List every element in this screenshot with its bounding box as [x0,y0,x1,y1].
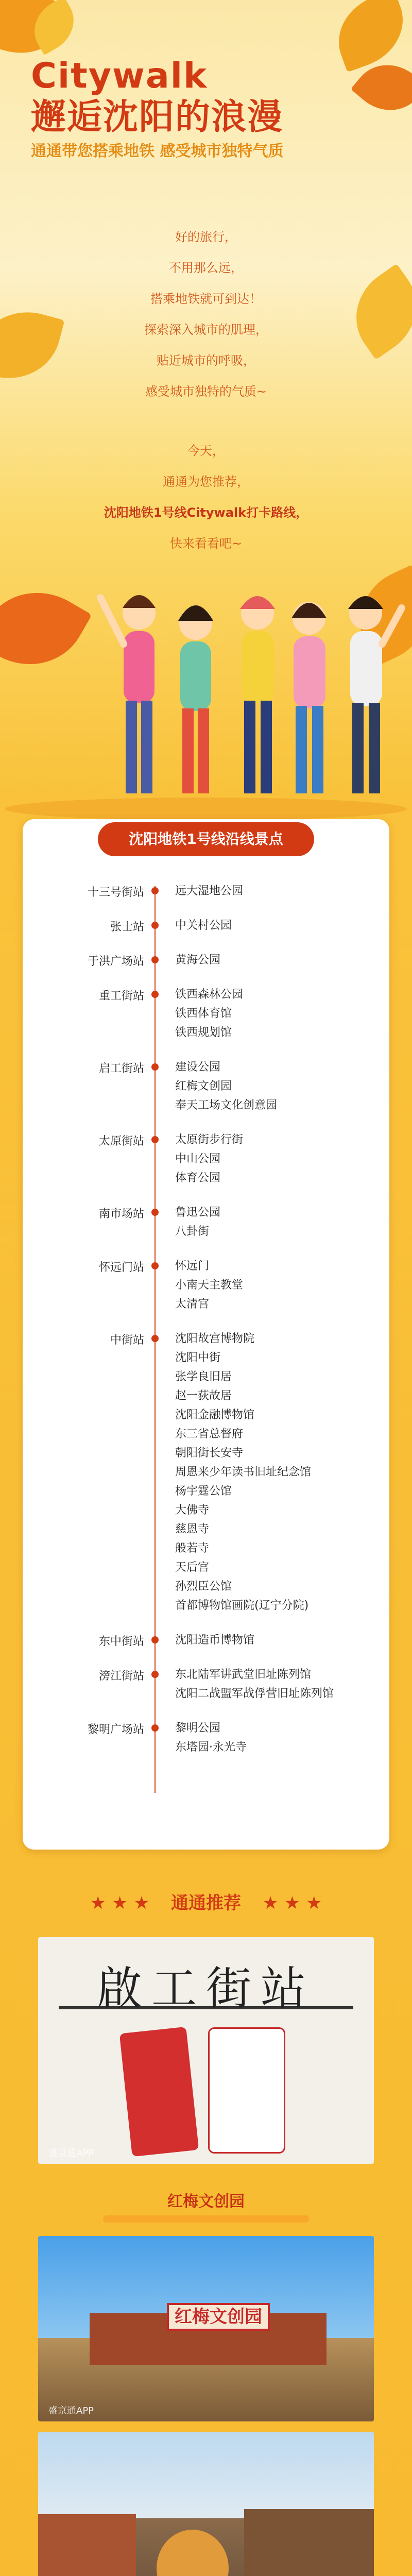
spot-item: 孙烈臣公馆 [175,1580,232,1593]
intro-line: 感受城市独特的气质~ [145,384,267,399]
spot-item: 沈阳造币博物馆 [175,1634,255,1647]
maple-leaf-decoration [327,0,412,72]
station-name: 黎明广场站 [87,1723,144,1736]
hero-subtitle: 通通带您搭乘地铁 感受城市独特气质 [31,142,284,160]
station-spots [175,1719,381,1757]
station-dot-icon [151,956,159,963]
spot-item: 东北陆军讲武堂旧址陈列馆 [175,1668,312,1681]
hongmei-street-photo [38,2432,374,2576]
station-dot-icon [151,991,159,998]
spot-item: 沈阳中街 [175,1351,221,1364]
route-card-title: 沈阳地铁1号线沿线景点 [98,822,314,856]
spot-item: 建设公园 [175,1061,221,1074]
recommend-heading: ★ ★ ★ 通通推荐 ★ ★ ★ [90,1893,322,1913]
station-name: 中街站 [110,1334,144,1347]
station-dot-icon [151,1636,159,1643]
building-image [38,2514,136,2576]
spot-item: 周恩来少年读书旧址纪念馆 [175,1466,312,1479]
spot-item: 沈阳故宫博物院 [175,1332,255,1345]
station-spots [175,1665,381,1703]
station-spots [175,1058,381,1115]
watermark: 盛京通APP [48,2148,94,2159]
spot-item: 东三省总督府 [175,1428,244,1440]
spot-item: 张学良旧居 [175,1370,232,1383]
station-name: 东中街站 [98,1635,144,1648]
intro-line: 不用那么远， [169,261,243,275]
spot-item: 沈阳二战盟军战俘营旧址陈列馆 [175,1687,334,1700]
spot-item: 中关村公园 [175,919,232,932]
spot-item: 太原街步行街 [175,1133,244,1146]
station-spots [175,882,381,901]
station-spots [175,985,381,1042]
station-name: 十三号街站 [87,886,144,899]
walking-people-illustration [0,577,412,819]
spot-item: 赵一荻故居 [175,1389,232,1402]
spot-item: 太清宫 [175,1298,210,1311]
card-image [119,2027,199,2157]
intro-line: 搭乘地铁就可到达！ [150,292,262,306]
station-name: 怀远门站 [98,1261,144,1274]
hero-title-line2: 邂逅沈阳的浪漫 [31,97,284,138]
spot-item: 东塔园·永光寺 [175,1741,247,1754]
watermark: 盛京通APP [48,2405,94,2416]
station-dot-icon [151,1136,159,1143]
station-spots [175,1130,381,1188]
spot-item: 沈阳金融博物馆 [175,1409,255,1421]
intro-line: 探索深入城市的肌理， [144,323,268,337]
station-name: 启工街站 [98,1062,144,1075]
hongmei-sign: 红梅文创园 [167,2303,270,2331]
spot-item: 杨宇霆公馆 [175,1485,232,1498]
station-dot-icon [151,1209,159,1216]
station-spots [175,1329,381,1615]
hero-title-line1: Citywalk [31,56,208,96]
spot-item: 体育公园 [175,1172,221,1184]
spot-item: 首都博物馆画院(辽宁分院) [175,1599,309,1612]
station-name: 滂江街站 [98,1670,144,1683]
station-gate-sign: 啟工街站 [59,1953,353,2009]
intro-recommend: 通通为您推荐， [163,474,249,489]
station-dot-icon [151,922,159,929]
station-spots [175,951,381,970]
intro-cta: 快来看看吧~ [169,536,243,551]
card-image [208,2027,285,2154]
spot-item: 中山公园 [175,1153,221,1165]
station-spots [175,1203,381,1241]
station-dot-icon [151,1724,159,1732]
station-name: 张士站 [110,921,144,934]
spot-item: 怀远门 [175,1260,210,1273]
spot-item: 黄海公园 [175,954,221,967]
tree-image [157,2530,229,2576]
hero-title [31,56,283,138]
spot-item: 铁西体育馆 [175,1007,232,1020]
intro-line: 贴近城市的呼吸， [157,353,255,368]
station-dot-icon [151,887,159,894]
maple-leaf-decoration [0,300,65,390]
station-dot-icon [151,1262,159,1269]
star-icon: ★ ★ ★ [262,1893,322,1913]
station-name: 太原街站 [98,1135,144,1148]
station-spots [175,1631,381,1650]
station-dot-icon [151,1671,159,1678]
hongmei-photo [38,2236,374,2421]
spot-item: 铁西规划馆 [175,1026,232,1039]
station-spots [175,1257,381,1314]
station-card-photo [38,1937,374,2164]
station-dot-icon [151,1063,159,1071]
spot-item: 般若寺 [175,1542,210,1555]
spot-item: 铁西森林公园 [175,988,244,1001]
spot-item: 黎明公园 [175,1722,221,1735]
spot-item: 大佛寺 [175,1504,210,1517]
station-spots [175,916,381,935]
intro-today: 今天， [187,444,225,458]
hongmei-caption: 红梅文创园 [167,2193,245,2211]
spot-item: 天后宫 [175,1561,210,1574]
spot-item: 八卦街 [175,1225,210,1238]
spot-item: 红梅文创园 [175,1080,232,1093]
station-name: 重工街站 [98,990,144,1003]
star-icon: ★ ★ ★ [90,1893,150,1913]
spot-item: 小南天主教堂 [175,1279,244,1292]
intro-line: 好的旅行， [175,230,237,244]
building-image [244,2509,374,2576]
station-name: 于洪广场站 [87,955,144,968]
spot-item: 远大湿地公园 [175,885,244,897]
spot-item: 鲁迅公园 [175,1206,221,1219]
spot-item: 奉天工场文化创意园 [175,1099,278,1112]
intro-route: 沈阳地铁1号线Citywalk打卡路线， [104,505,308,520]
station-dot-icon [151,1335,159,1342]
spot-item: 慈恩寺 [175,1523,210,1536]
caption-underline [103,2215,309,2223]
station-name: 南市场站 [98,1208,144,1221]
spot-item: 朝阳街长安寺 [175,1447,244,1460]
